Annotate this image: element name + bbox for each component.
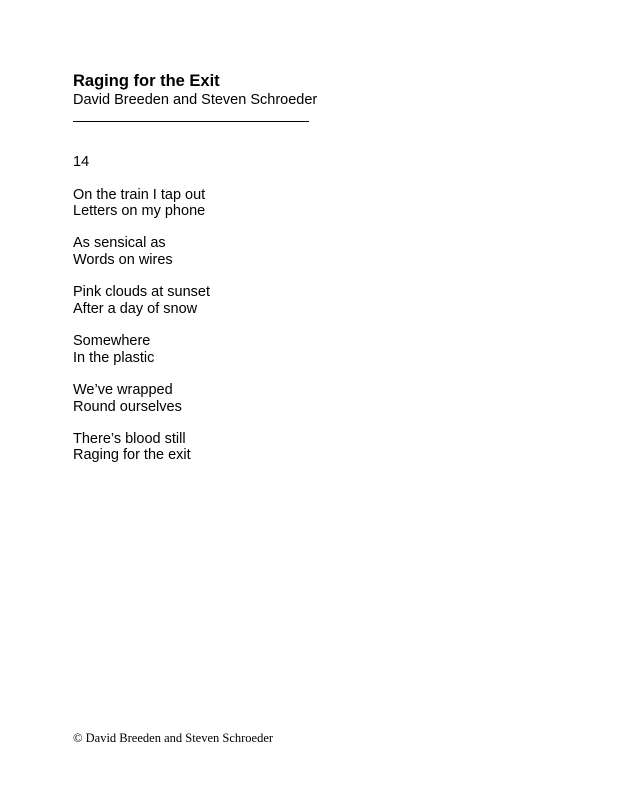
- poem-line: Words on wires: [73, 251, 173, 268]
- poem-line: After a day of snow: [73, 300, 198, 317]
- stanza: [73, 431, 210, 464]
- copyright-footer: © David Breeden and Steven Schroeder: [73, 731, 274, 745]
- stanza: [73, 235, 210, 268]
- poem-line: We’ve wrapped: [73, 382, 173, 399]
- poem-line: On the train I tap out: [73, 186, 206, 203]
- poem-line: There’s blood still: [73, 430, 186, 447]
- poem-body: [73, 154, 210, 480]
- poem-title: Raging for the Exit: [73, 72, 220, 90]
- poem-line: As sensical as: [73, 235, 166, 252]
- poem-line: Letters on my phone: [73, 203, 206, 219]
- poem-line: Pink clouds at sunset: [73, 284, 211, 301]
- poem-line: In the plastic: [73, 349, 155, 366]
- stanza: [73, 187, 210, 220]
- stanza: [73, 333, 210, 366]
- poem-authors: David Breeden and Steven Schroeder: [73, 92, 318, 108]
- stanza: [73, 284, 210, 317]
- header: [73, 72, 317, 109]
- title-divider: [73, 121, 309, 122]
- poem-line: Round ourselves: [73, 398, 182, 415]
- stanza: [73, 382, 210, 415]
- poem-number: 14: [73, 154, 90, 170]
- poem-line: Somewhere: [73, 333, 151, 350]
- poem-line: Raging for the exit: [73, 447, 191, 464]
